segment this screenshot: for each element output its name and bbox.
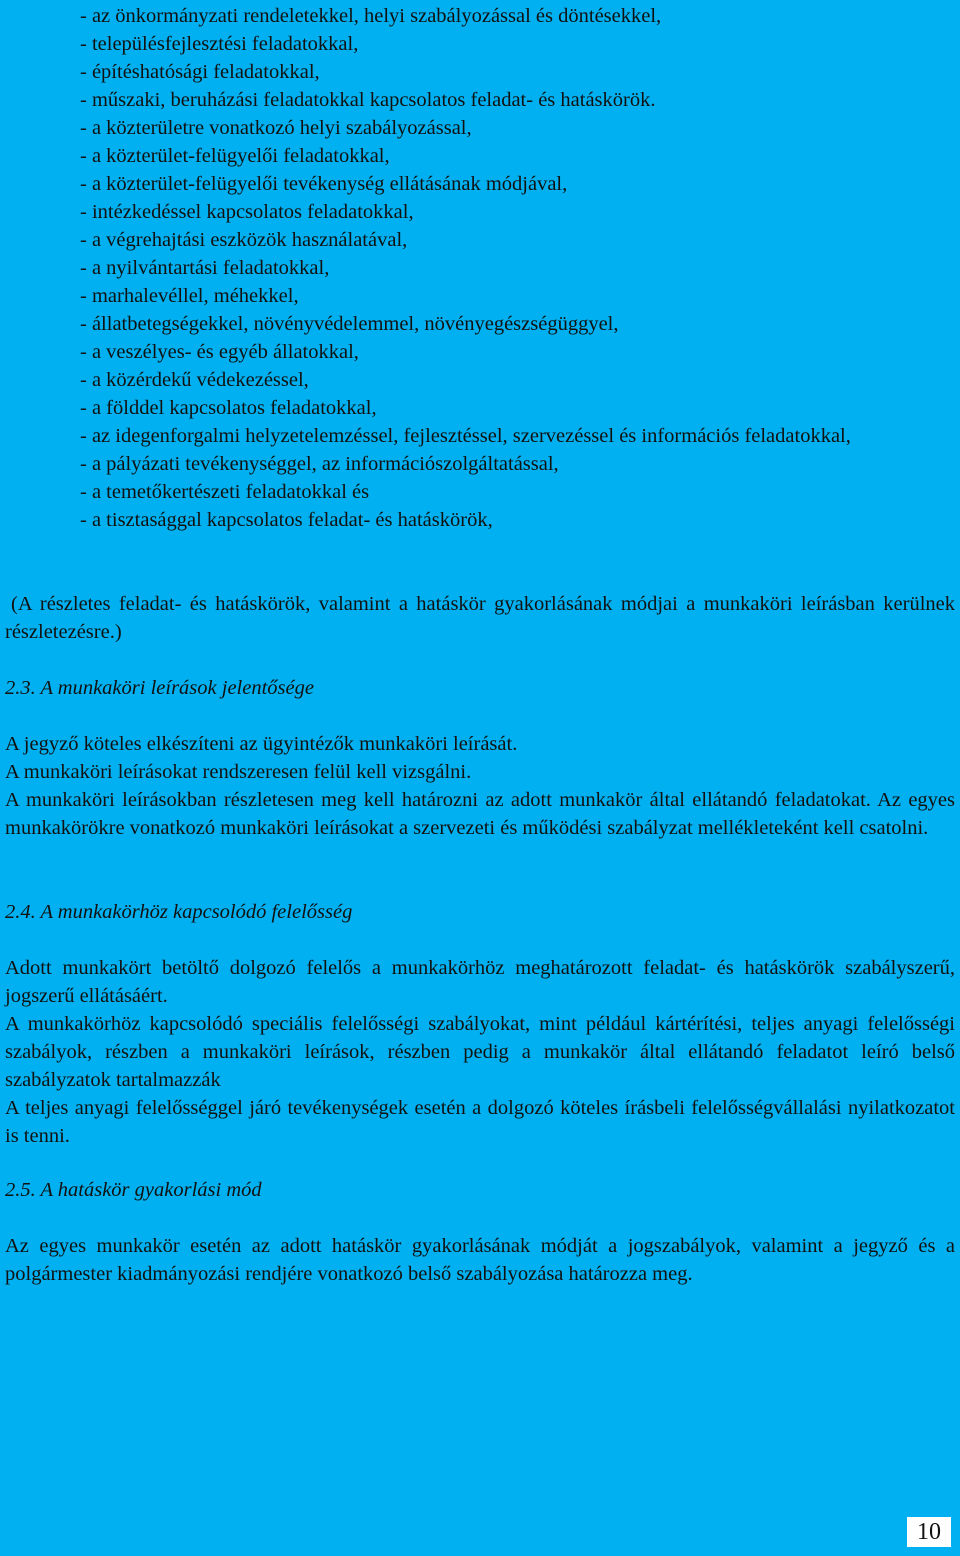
- section-body-2-4: [5, 954, 955, 1150]
- list-item: - a közterületre vonatkozó helyi szabályozással,: [80, 117, 472, 139]
- paragraph: A munkaköri leírásokban részletesen meg kell határozni az adott munkakör által ellátandó feladatokat. Az egyes munkakörökre vonatkozó munkaköri leírásokat a szervezeti és működési szabályzat mellékleteként kell csatolni.: [5, 789, 955, 839]
- list-item: - az idegenforgalmi helyzetelemzéssel, fejlesztéssel, szervezéssel és információs feladatokkal,: [80, 425, 851, 447]
- list-item: - a közterület-felügyelői tevékenység ellátásának módjával,: [80, 173, 568, 195]
- list-item: - az önkormányzati rendeletekkel, helyi szabályozással és döntésekkel,: [80, 5, 662, 27]
- section-heading-2-5: 2.5. A hatáskör gyakorlási mód: [5, 1179, 262, 1201]
- list-item: - településfejlesztési feladatokkal,: [80, 33, 359, 55]
- list-item: - a földdel kapcsolatos feladatokkal,: [80, 397, 377, 419]
- paragraph: A munkaköri leírásokat rendszeresen felül kell vizsgálni.: [5, 761, 472, 783]
- section-body-2-3: [5, 730, 955, 842]
- list-item: - marhalevéllel, méhekkel,: [80, 285, 299, 307]
- list-item: - műszaki, beruházási feladatokkal kapcsolatos feladat- és hatáskörök.: [80, 89, 656, 111]
- section-heading-2-3: 2.3. A munkaköri leírások jelentősége: [5, 677, 314, 699]
- paragraph: A teljes anyagi felelősséggel járó tevékenységek esetén a dolgozó köteles írásbeli felelősségvállalási nyilatkozatot is tenni.: [5, 1097, 955, 1147]
- list-item: - a nyilvántartási feladatokkal,: [80, 257, 330, 279]
- paragraph: A munkakörhöz kapcsolódó speciális felelősségi szabályokat, mint például kártérítési, teljes anyagi felelősségi szabályok, részben a munkaköri leírások, részben pedig a munkakör által ellátandó feladatot leíró belső szabályzatok tartalmazzák: [5, 1013, 955, 1091]
- paragraph: A jegyző köteles elkészíteni az ügyintézők munkaköri leírását.: [5, 733, 518, 755]
- page-number: 10: [907, 1517, 951, 1547]
- section-heading-2-4: 2.4. A munkakörhöz kapcsolódó felelősség: [5, 901, 353, 923]
- list-item: - intézkedéssel kapcsolatos feladatokkal,: [80, 201, 414, 223]
- paragraph: Az egyes munkakör esetén az adott hatáskör gyakorlásának módját a jogszabályok, valamint a jegyző és a polgármester kiadmányozási rendjére vonatkozó belső szabályozása határozza meg.: [5, 1235, 955, 1285]
- list-item: - a végrehajtási eszközök használatával,: [80, 229, 408, 251]
- section-body-2-5: [5, 1232, 955, 1288]
- list-item: - a pályázati tevékenységgel, az információszolgáltatással,: [80, 453, 559, 475]
- list-item: - építéshatósági feladatokkal,: [80, 61, 320, 83]
- list-item: - állatbetegségekkel, növényvédelemmel, növényegészségüggyel,: [80, 313, 619, 335]
- paragraph: Adott munkakört betöltő dolgozó felelős a munkakörhöz meghatározott feladat- és hatáskörök szabályszerű, jogszerű ellátásáért.: [5, 957, 955, 1007]
- responsibility-list: [80, 2, 955, 534]
- list-item: - a tisztasággal kapcsolatos feladat- és hatáskörök,: [80, 509, 493, 531]
- list-item: - a közérdekű védekezéssel,: [80, 369, 309, 391]
- list-item: - a közterület-felügyelői feladatokkal,: [80, 145, 390, 167]
- list-item: - a veszélyes- és egyéb állatokkal,: [80, 341, 359, 363]
- details-note: (A részletes feladat- és hatáskörök, valamint a hatáskör gyakorlásának módjai a munkaköri leírásban kerülnek részletezésre.): [5, 593, 955, 643]
- list-item: - a temetőkertészeti feladatokkal és: [80, 481, 370, 503]
